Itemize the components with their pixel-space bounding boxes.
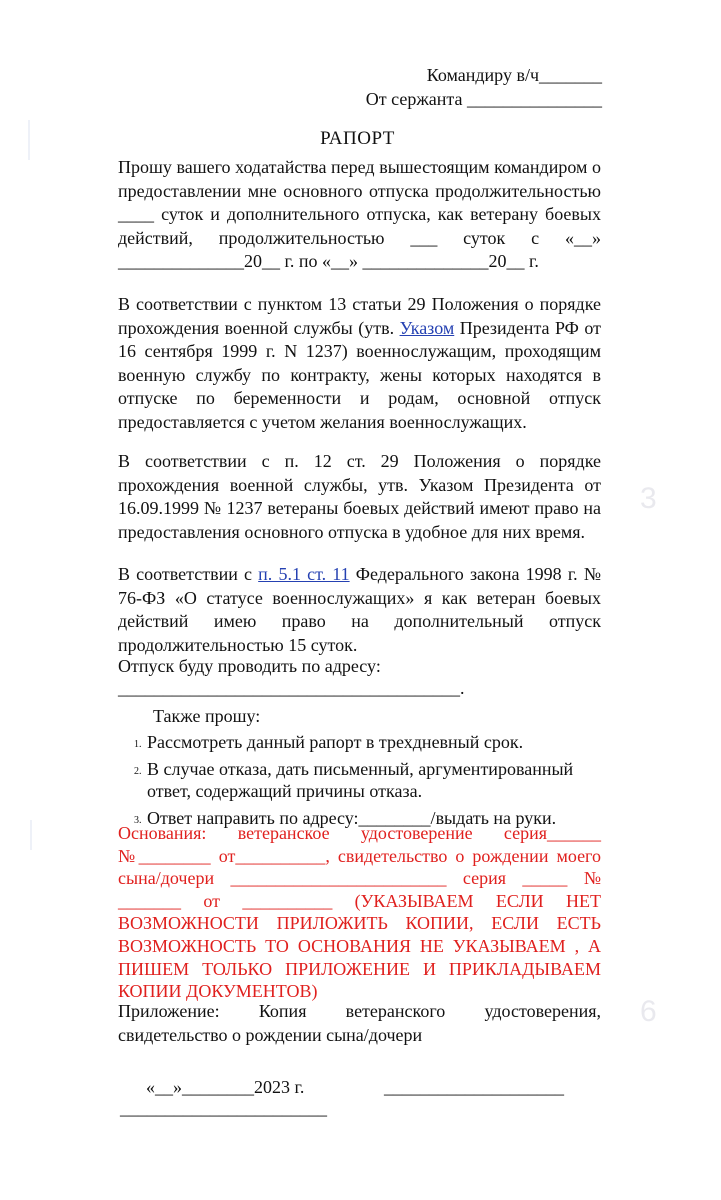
list-number: 2. xyxy=(134,765,142,777)
edge-decoration xyxy=(30,820,32,850)
faint-digit-3: 3 xyxy=(640,482,657,515)
paragraph-text: Федерального закона 1998 г. № 76-ФЗ «О статусе военнослужащих» я как ветеран боевых действий имею право на дополнительный отпуск продолжительностью 15 суток. xyxy=(118,564,601,655)
sender-line: От сержанта _______________ xyxy=(365,89,602,109)
date-line: «__»________2023 г. xyxy=(146,1077,305,1097)
document-title: РАПОРТ xyxy=(320,128,395,149)
request-list xyxy=(134,731,604,833)
paragraph-text: Президента РФ от 16 сентября 1999 г. N 1237) военнослужащим, проходящим военную службу по контракту, жены которых находятся в отпуске по беременности и родам, основной отпуск предоставляется с учетом желания военнослужащих. xyxy=(118,317,601,432)
list-item-text: Ответ направить по адресу:________/выдать на руки. xyxy=(147,807,557,828)
list-item-text: Рассмотреть данный рапорт в трехдневный срок. xyxy=(147,732,524,752)
attachment-note: Приложение: Копия ветеранского удостоверения, свидетельство о рождении сына/дочери xyxy=(118,1001,601,1045)
address-label: Отпуск буду проводить по адресу: xyxy=(118,656,381,676)
also-request-heading: Также прошу: xyxy=(153,706,261,726)
law-article-link[interactable]: п. 5.1 ст. 11 xyxy=(258,564,350,584)
signature-line: ____________________ xyxy=(384,1077,564,1097)
address-blank-line: ______________________________________. xyxy=(118,678,465,698)
faint-digit-6: 6 xyxy=(640,995,657,1028)
list-item xyxy=(134,731,604,754)
paragraph-text: В соответствии с пунктом 13 статьи 29 Положения о порядке прохождения военной службы (утв. xyxy=(118,294,601,338)
grounds-note: Основания: ветеранское удостоверение серия______ №________ от__________, свидетельство о рождении моего сына/дочери ________________________ серия _____ № _______ от __________ (УКАЗЫВАЕМ ЕСЛИ НЕТ ВОЗМОЖНОСТИ ПРИЛОЖИТЬ КОПИИ, ЕСЛИ ЕСТЬ ВОЗМОЖНОСТЬ ТО ОСНОВАНИЯ НЕ УКАЗЫВАЕМ , А ПИШЕМ ТОЛЬКО ПРИЛОЖЕНИЕ И ПРИКЛАДЫВАЕМ КОПИИ ДОКУМЕНТОВ) xyxy=(118,823,601,1002)
decree-link[interactable]: Указом xyxy=(399,317,455,338)
list-item-text: В случае отказа, дать письменный, аргументированный ответ, содержащий причины отказа. xyxy=(147,758,574,801)
list-number: 3. xyxy=(134,814,142,826)
request-paragraph: Прошу вашего ходатайства перед вышестоящим командиром о предоставлении мне основного отпуска продолжительностью ____ суток и дополнительного отпуска, как ветерану боевых действий, продолжительностью ___ суток с «__» ______________20__ г. по «__» ______________20__ г. xyxy=(118,157,601,271)
legal-basis-paragraph-1 xyxy=(118,293,601,434)
legal-basis-paragraph-3 xyxy=(118,563,601,657)
list-item xyxy=(134,758,604,803)
legal-basis-paragraph-2: В соответствии с п. 12 ст. 29 Положения о порядке прохождения военной службы, утв. Указом Президента от 16.09.1999 № 1237 ветераны боевых действий имеют право на предоставления основного отпуска в удобное для них время. xyxy=(118,451,601,542)
list-number: 1. xyxy=(134,739,142,750)
name-line: _______________________ xyxy=(120,1098,327,1118)
paragraph-text: В соответствии с xyxy=(118,564,259,584)
addressee-line: Командиру в/ч_______ xyxy=(426,65,602,85)
